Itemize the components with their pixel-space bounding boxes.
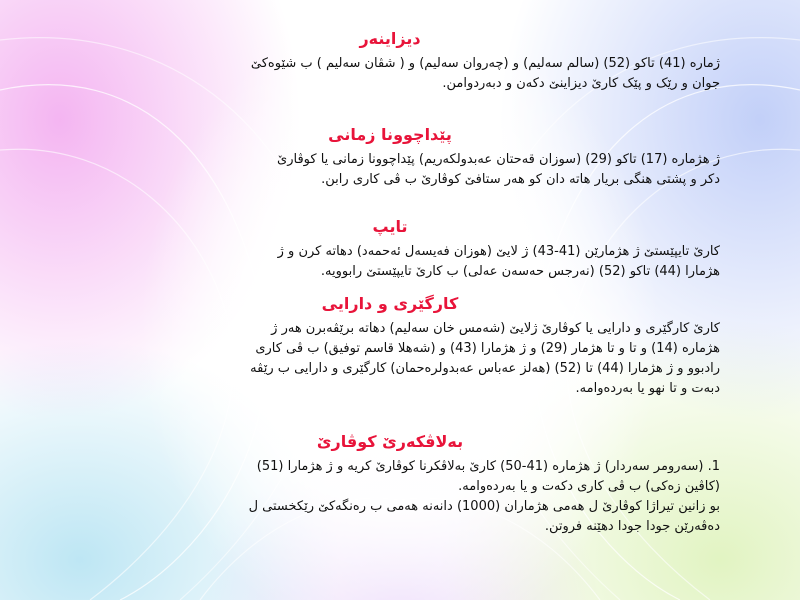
section-paragraph: ژمارە (41) تاکو (52) (سالم سەلیم) و (چەروان سەلیم) و ( شڤان سەلیم ) ب شێوەکێ جوان و رێک و پێک کارێ دیزاینێ دکەن و دبەردوامن.: [250, 56, 720, 91]
section-designer: [60, 28, 720, 94]
section-heading: دیزاینەر: [359, 29, 421, 48]
section-heading: تایپ: [372, 217, 408, 236]
section-heading: بەلاڤکەرێ کوڤارێ: [316, 432, 464, 451]
section-administration: [60, 293, 720, 399]
section-paragraph: کارێ تایپێستێ ژ هژمارێن (41-43) ژ لایێ (هوزان فەیسەل ئەحمەد) دهاتە کرن و ژ هژمارا (44) تاکو (52) (نەرجس حەسەن عەلی) ب کارێ تایپێستێ رابوویە.: [277, 244, 720, 279]
section-heading: کارگێری و دارایی: [321, 294, 459, 313]
section-paragraph: 1. (سەرومر سەردار) ژ هژمارە (41-50) کارێ بەلاڤکرنا کوڤارێ کریە و ژ هژمارا (51) (کاڤین زەکی) ب ڤی کاری دکەت و یا بەردەوامە. بو زانین تیراژا کوڤارێ ل هەمی هژماران (1000) دانەنە هەمی ب رەنگەکێ رێکخستی ل دەڤەرێن جودا جودا دهێنە فروتن.: [248, 459, 720, 534]
section-paragraph: ژ هژمارە (17) تاکو (29) (سوزان قەحتان عەبدولکەریم) پێداچوونا زمانی یا کوڤارێ دکر و پشتی هنگی بریار هاتە دان کو هەر ستافێ کوڤارێ ب ڤی کاری رابن.: [277, 152, 720, 187]
section-typing: [60, 216, 720, 282]
section-heading: پێداچوونا زمانی: [328, 125, 452, 144]
section-proofreading: [60, 124, 720, 190]
section-paragraph: کارێ کارگێری و دارایی یا کوڤارێ ژلایێ (شەمس خان سەلیم) دهاتە برێڤەبرن هەر ژ هژمارە (14) و تا و تا هژمار (29) و ژ هژمارا (43) و (شەهلا قاسم توفیق) ب ڤی کاری رادبوو و ژ هژمارا (44) تا (52) (هەلز عەباس عەبدولرەحمان) کارگێری و دارایی ب رێڤە دبەت و تا نهو یا بەردەوامە.: [250, 321, 720, 396]
section-distributor: [60, 431, 720, 537]
